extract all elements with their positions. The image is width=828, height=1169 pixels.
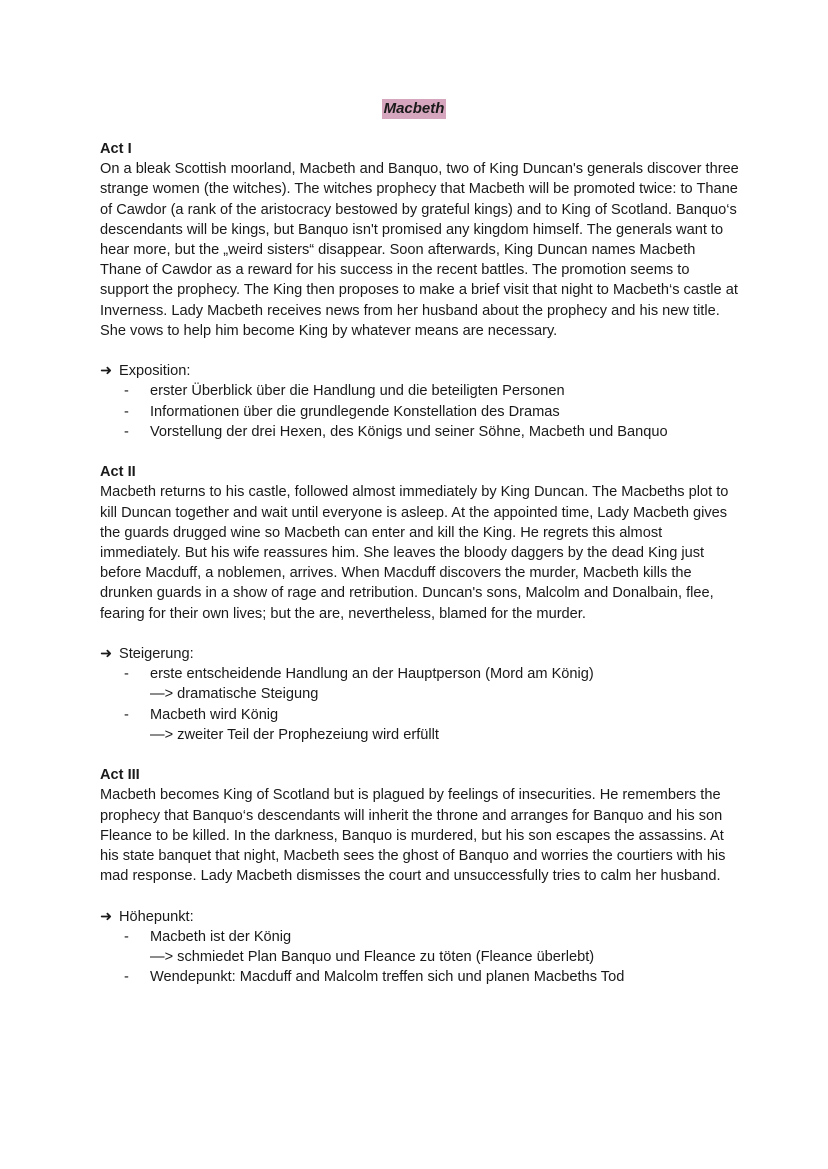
dash-bullet: - [124,706,129,723]
list-item: - Macbeth ist der König —> schmiedet Plan Banquo und Fleance zu töten (Fleance überlebt) [100,927,740,967]
dash-bullet: - [124,383,129,400]
sub-point: —> dramatische Steigung [150,686,319,703]
list-item: - Macbeth wird König —> zweiter Teil der Prophezeiung wird erfüllt [100,705,740,745]
act-summary: Macbeth returns to his castle, followed almost immediately by King Duncan. The Macbeths plot to kill Duncan together and wait until everyone is asleep. At the appointed time, Lady Macbeth gives the guards drugged wine so Macbeth can enter and kill the King. He regrets this almost immediately. But his wife reassures him. She leaves the bloody daggers by the dead King just before Macduff, a noblemen, arrives. When Macduff discovers the murder, Macbeth kills the drunken guards in a show of rage and retribution. Duncan's sons, Malcolm and Donalbain, flee, fearing for their own lives; but the are, nevertheless, blamed for the murder. [100,484,729,622]
list-item: - erster Überblick über die Handlung und die beteiligten Personen [100,381,740,401]
dash-bullet: - [124,666,129,683]
arrow-icon: ➜ [100,908,113,925]
sub-point: —> zweiter Teil der Prophezeiung wird erfüllt [150,726,439,743]
act-heading: Act I [100,141,132,157]
dash-bullet: - [124,928,129,945]
act-heading: Act II [100,464,136,481]
dash-bullet: - [124,423,129,440]
list-item: - erste entscheidende Handlung an der Hauptperson (Mord am König) —> dramatische Steigung [100,664,740,704]
document-body [100,139,740,987]
arrow-icon: ➜ [100,646,113,663]
dash-bullet: - [124,969,129,986]
title-row [0,99,828,119]
phase-points [100,381,740,442]
dash-bullet: - [124,403,129,420]
phase-points [100,927,740,988]
document-title: Macbeth [383,100,445,117]
act-section [100,139,740,462]
phase-label: ➜ Steigerung: [100,644,740,664]
arrow-icon: ➜ [100,363,113,380]
act-section [100,462,740,765]
phase-label: ➜ Exposition: [100,361,740,381]
phase-label: ➜ Höhepunkt: [100,907,740,927]
act-section [100,765,740,987]
list-item: - Wendepunkt: Macduff and Malcolm treffen sich und planen Macbeths Tod [100,967,740,987]
list-item: - Vorstellung der drei Hexen, des Königs und seiner Söhne, Macbeth und Banquo [100,422,740,442]
act-summary: Macbeth becomes King of Scotland but is plagued by feelings of insecurities. He remembers the prophecy that Banquo‘s descendants will inherit the throne and arranges for Banquo and his son Fleance to be killed. In the darkness, Banquo is murdered, but his son escapes the assassins. At his state banquet that night, Macbeth sees the ghost of Banquo and worries the courtiers with his mad response. Lady Macbeth dismisses the court and unsuccessfully tries to calm her husband. [100,787,726,885]
act-heading: Act III [100,767,140,784]
phase-points [100,664,740,745]
act-summary: On a bleak Scottish moorland, Macbeth and Banquo, two of King Duncan's generals discover three strange women (the witches). The witches prophecy that Macbeth will be promoted twice: to Thane of Cawdor (a rank of the aristocracy bestowed by grateful kings) and to King of Scotland. Banquo‘s descendants will be kings, but Banquo isn't promised any kingdom himself. The generals want to hear more, but the „weird sisters“ disappear. Soon afterwards, King Duncan names Macbeth Thane of Cawdor as a reward for his success in the recent battles. The promotion seems to support the prophecy. The King then proposes to make a brief visit that night to Macbeth‘s castle at Inverness. Lady Macbeth receives news from her husband about the prophecy and his new title. She vows to help him become King by whatever means are necessary. [100,161,739,339]
list-item: - Informationen über die grundlegende Konstellation des Dramas [100,402,740,422]
sub-point: —> schmiedet Plan Banquo und Fleance zu töten (Fleance überlebt) [150,949,595,966]
